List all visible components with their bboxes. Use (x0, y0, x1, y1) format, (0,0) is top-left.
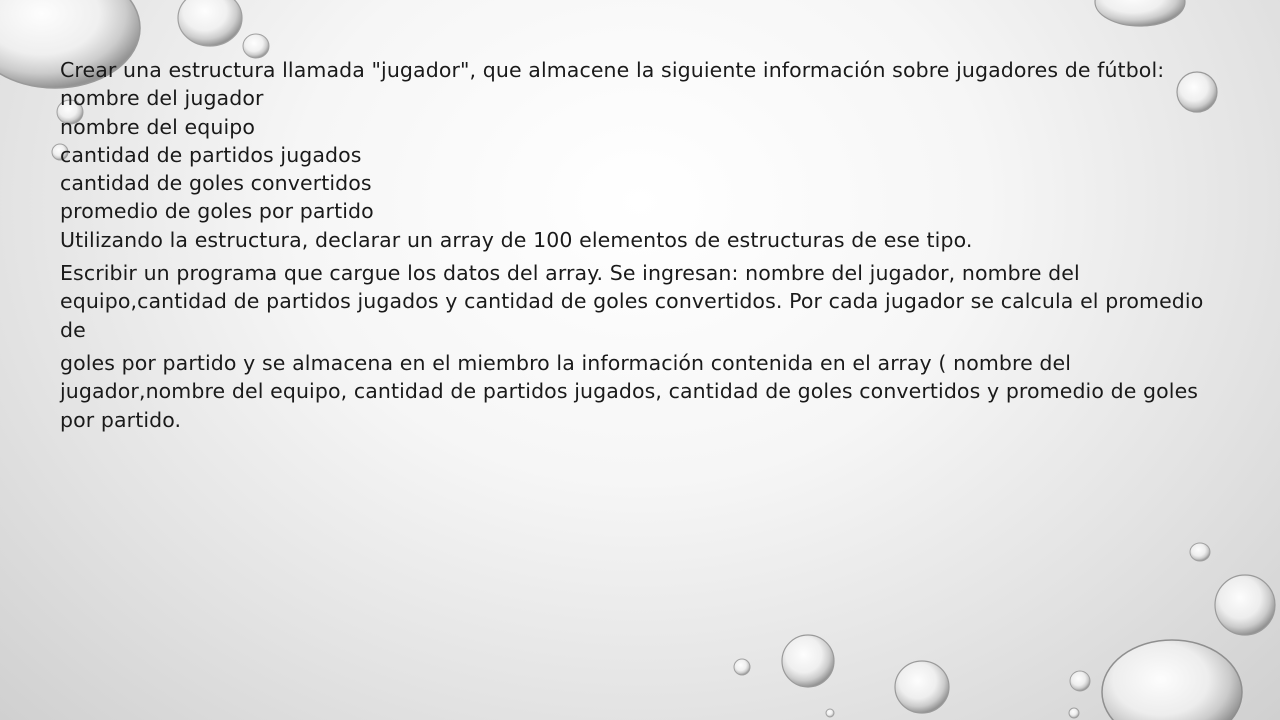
array-instruction: Utilizando la estructura, declarar un array de 100 elementos de estructuras de ese tipo. (60, 227, 973, 252)
water-drop (1069, 708, 1079, 718)
field-item: cantidad de goles convertidos (60, 171, 372, 196)
water-drop (1102, 640, 1242, 720)
water-drop (826, 709, 834, 717)
program-instruction: Escribir un programa que cargue los datos del array. Se ingresan: nombre del jugador, nombre del equipo,cantidad de partidos jugados y cantidad de goles convertidos. Por cada jugador se calcula el promedio de (60, 261, 1204, 342)
intro-paragraph: Crear una estructura llamada "jugador", que almacene la siguiente información sobre jugadores de fútbol: (60, 58, 1165, 82)
slide-body-text (60, 56, 1230, 434)
field-item: cantidad de partidos jugados (60, 142, 362, 167)
storage-instruction: goles por partido y se almacena en el miembro la información contenida en el array ( nombre del jugador,nombre del equipo, cantidad de partidos jugados, cantidad de goles convertidos y promedio de goles por partido. (60, 350, 1199, 432)
water-drop (1095, 0, 1185, 26)
field-item: promedio de goles por partido (60, 199, 374, 224)
water-drop (1070, 671, 1090, 691)
water-drop (1215, 575, 1275, 635)
water-drop (178, 0, 242, 46)
water-drop (1190, 543, 1210, 561)
water-drop (782, 635, 834, 687)
field-item: nombre del jugador (60, 86, 264, 111)
water-drop (734, 659, 750, 675)
water-drop (243, 34, 269, 58)
field-item: nombre del equipo (60, 114, 256, 139)
water-drop (895, 661, 949, 713)
